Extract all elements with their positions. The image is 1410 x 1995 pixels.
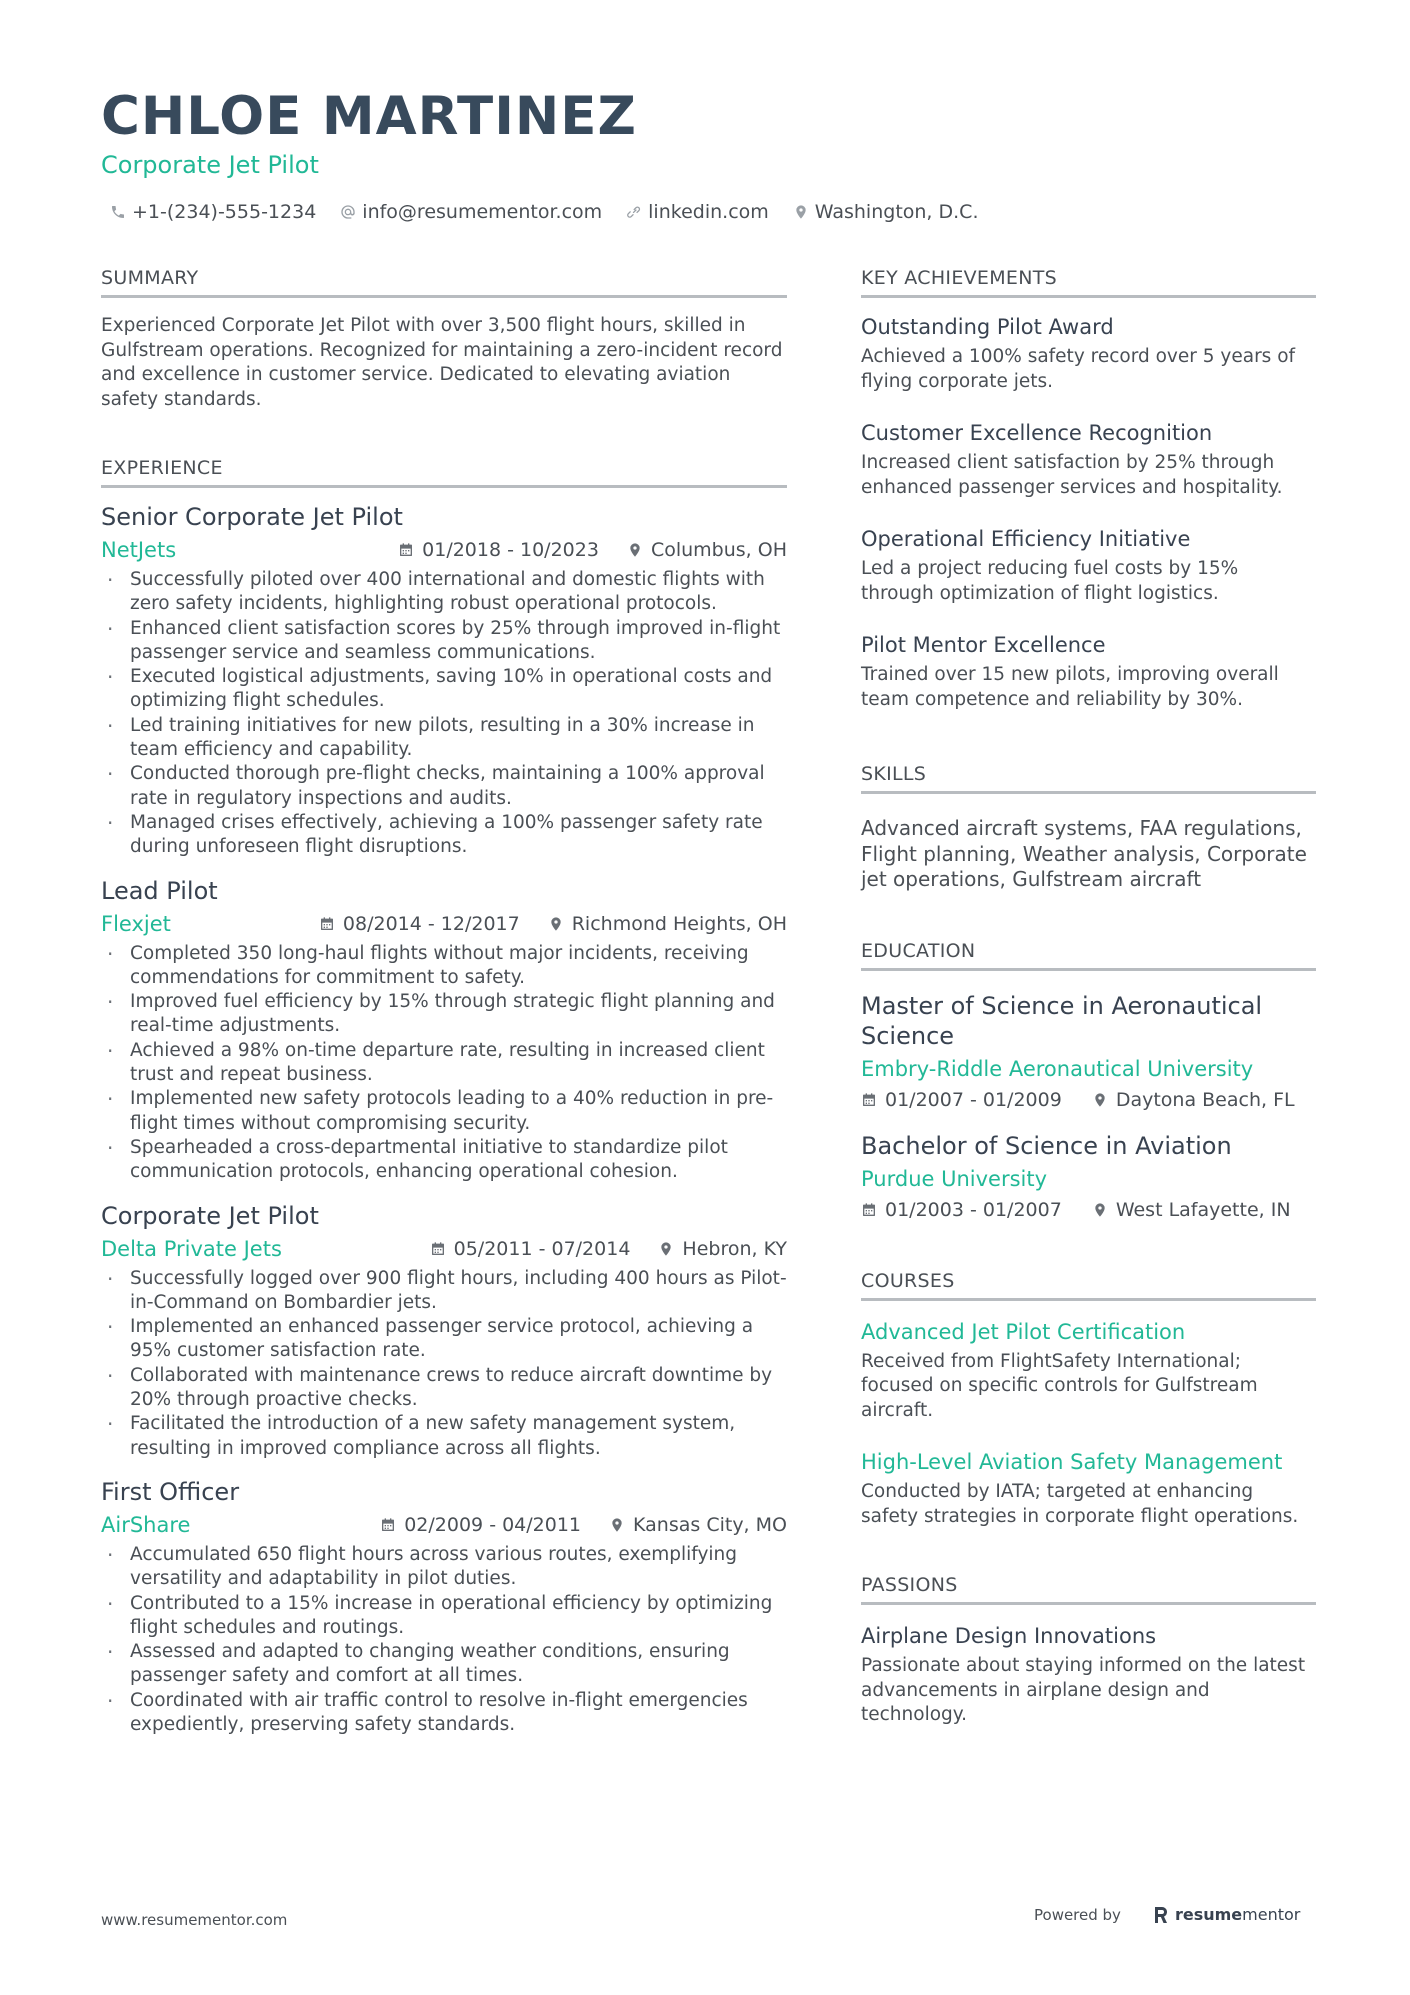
footer-branding — [1034, 1905, 1300, 1924]
experience-location — [609, 1514, 787, 1536]
bullet-item: · Collaborated with maintenance crews to reduce aircraft downtime by 20% through proactive checks. — [101, 1364, 787, 1413]
bullet-item: · Coordinated with air traffic control to resolve in-flight emergencies expediently, preserving safety standards. — [101, 1689, 787, 1738]
bullet-item: · Contributed to a 15% increase in operational efficiency by optimizing flight schedules and routings. — [101, 1592, 787, 1641]
job-title: Corporate Jet Pilot — [101, 151, 319, 179]
achievement-text: Increased client satisfaction by 25% through enhanced passenger services and hospitality. — [861, 452, 1283, 498]
experience-meta — [101, 1509, 787, 1541]
contact-linkedin-text: linkedin.com — [648, 201, 769, 223]
contact-bar — [110, 199, 979, 225]
experience-company: Delta Private Jets — [101, 1236, 282, 1261]
passions-heading: PASSIONS — [861, 1573, 1316, 1605]
education-degree: Master of Science in Aeronautical Science — [861, 991, 1263, 1050]
experience-company: Flexjet — [101, 911, 171, 936]
bullet-item: · Executed logistical adjustments, saving 10% in operational costs and optimizing flight schedules. — [101, 665, 787, 714]
location-icon — [793, 204, 809, 220]
experience-bullets — [101, 942, 787, 1185]
education-location — [1092, 1195, 1291, 1225]
bullet-item: · Accumulated 650 flight hours across various routes, exemplifying versatility and adaptability in pilot duties. — [101, 1543, 787, 1592]
contact-location — [793, 199, 979, 225]
experience-dates-text: 05/2011 - 07/2014 — [453, 1237, 631, 1260]
bullet-item: · Enhanced client satisfaction scores by 25% through improved in-flight passenger service and seamless communications. — [101, 617, 787, 666]
experience-location — [658, 1238, 787, 1260]
location-icon — [609, 1517, 625, 1533]
experience-company: AirShare — [101, 1512, 191, 1537]
phone-icon — [110, 204, 126, 220]
passion-item — [861, 1621, 1316, 1728]
bullet-item: · Achieved a 98% on-time departure rate, resulting in increased client trust and repeat business. — [101, 1039, 787, 1088]
experience-location-text: Kansas City, MO — [633, 1513, 787, 1536]
experience-title: Senior Corporate Jet Pilot — [101, 503, 403, 531]
education-section — [861, 939, 1316, 1225]
achievement-item — [861, 630, 1316, 712]
contact-email-text: info@resumementor.com — [362, 201, 603, 223]
course-title: High-Level Aviation Safety Management — [861, 1450, 1283, 1474]
experience-title: Corporate Jet Pilot — [101, 1201, 319, 1230]
experience-location — [548, 913, 787, 935]
education-location — [1092, 1085, 1295, 1115]
education-dates — [861, 1085, 1062, 1115]
footer-website[interactable]: www.resumementor.com — [101, 1911, 288, 1929]
course-text: Conducted by IATA; targeted at enhancing safety strategies in corporate flight operations. — [861, 1481, 1299, 1527]
education-dates — [861, 1195, 1062, 1225]
courses-heading: COURSES — [861, 1269, 1316, 1301]
bullet-item: · Managed crises effectively, achieving a 100% passenger safety rate during unforeseen flight disruptions. — [101, 811, 787, 860]
calendar-icon — [380, 1517, 396, 1533]
contact-email[interactable] — [340, 199, 602, 225]
passion-title: Airplane Design Innovations — [861, 1624, 1157, 1648]
bullet-item: · Improved fuel efficiency by 15% through strategic flight planning and real-time adjustments. — [101, 990, 787, 1039]
experience-item — [101, 1475, 787, 1737]
bullet-item: · Implemented new safety protocols leading to a 40% reduction in pre-flight times without compromising security. — [101, 1087, 787, 1136]
calendar-icon — [430, 1241, 446, 1257]
course-title: Advanced Jet Pilot Certification — [861, 1319, 1186, 1344]
experience-heading: EXPERIENCE — [101, 456, 787, 488]
brand-name-bold: resume — [1174, 1905, 1243, 1924]
education-heading: EDUCATION — [861, 939, 1316, 971]
passions-section — [861, 1573, 1316, 1728]
achievement-title: Customer Excellence Recognition — [861, 421, 1213, 445]
experience-location-text: Columbus, OH — [650, 539, 787, 561]
at-icon — [340, 204, 356, 220]
experience-bullets — [101, 1543, 787, 1737]
education-degree: Bachelor of Science in Aviation — [861, 1131, 1232, 1160]
achievement-title: Outstanding Pilot Award — [861, 315, 1114, 339]
course-item — [861, 1317, 1316, 1424]
achievement-text: Led a project reducing fuel costs by 15% through optimization of flight logistics. — [861, 558, 1239, 604]
experience-section — [101, 456, 787, 1737]
experience-date-location — [319, 913, 787, 935]
experience-item — [101, 1199, 787, 1461]
achievement-title: Operational Efficiency Initiative — [861, 527, 1191, 551]
summary-text: Experienced Corporate Jet Pilot with over 3,500 flight hours, skilled in Gulfstream operations. Recognized for maintaining a zero-incident record and excellence in customer service. Dedicated to elevating aviation safety standards. — [101, 315, 783, 410]
experience-company: NetJets — [101, 538, 177, 562]
achievements-section — [861, 266, 1316, 712]
experience-bullets — [101, 1267, 787, 1461]
contact-location-text: Washington, D.C. — [814, 201, 979, 223]
achievement-text: Trained over 15 new pilots, improving overall team competence and reliability by 30%. — [861, 664, 1279, 710]
experience-meta — [101, 1233, 787, 1265]
education-item — [861, 991, 1316, 1115]
location-icon — [548, 916, 564, 932]
experience-location — [627, 539, 787, 561]
experience-location-text: Hebron, KY — [682, 1237, 787, 1260]
education-location-text: West Lafayette, IN — [1115, 1198, 1291, 1221]
experience-dates — [380, 1514, 581, 1536]
skills-section — [861, 762, 1316, 893]
experience-bullets — [101, 568, 787, 860]
courses-section — [861, 1269, 1316, 1530]
experience-dates — [398, 539, 599, 561]
calendar-icon — [398, 542, 414, 558]
brand-logo[interactable] — [1153, 1905, 1300, 1924]
education-meta — [861, 1085, 1316, 1115]
calendar-icon — [861, 1202, 877, 1218]
experience-dates-text: 01/2018 - 10/2023 — [422, 539, 599, 561]
experience-dates — [430, 1238, 631, 1260]
bullet-item: · Assessed and adapted to changing weather conditions, ensuring passenger safety and comfort at all times. — [101, 1640, 787, 1689]
contact-phone-text: +1-(234)-555-1234 — [132, 201, 317, 223]
education-meta — [861, 1195, 1316, 1225]
calendar-icon — [861, 1092, 877, 1108]
education-school: Embry-Riddle Aeronautical University — [861, 1056, 1254, 1081]
experience-dates-text: 02/2009 - 04/2011 — [404, 1513, 582, 1536]
contact-linkedin[interactable] — [626, 199, 769, 225]
achievement-item — [861, 418, 1316, 500]
bullet-item: · Successfully logged over 900 flight hours, including 400 hours as Pilot-in-Command on Bombardier jets. — [101, 1267, 787, 1316]
location-icon — [1092, 1202, 1108, 1218]
calendar-icon — [319, 916, 335, 932]
experience-date-location — [430, 1238, 787, 1260]
link-icon — [626, 204, 642, 220]
skills-text: Advanced aircraft systems, FAA regulations, Flight planning, Weather analysis, Corporate jet operations, Gulfstream aircraft — [861, 816, 1307, 891]
right-column — [861, 266, 1316, 1728]
experience-date-location — [380, 1514, 787, 1536]
resumementor-logo-icon — [1153, 1906, 1169, 1924]
experience-meta — [101, 534, 787, 566]
location-icon — [627, 542, 643, 558]
powered-by-label: Powered by — [1034, 1905, 1121, 1924]
bullet-item: · Spearheaded a cross-departmental initiative to standardize pilot communication protocols, enhancing operational cohesion. — [101, 1136, 787, 1185]
education-dates-text: 01/2003 - 01/2007 — [885, 1198, 1062, 1221]
brand-name-light: mentor — [1242, 1905, 1301, 1924]
experience-title: First Officer — [101, 1477, 240, 1506]
experience-title: Lead Pilot — [101, 876, 218, 905]
experience-date-location — [398, 539, 787, 561]
bullet-item: · Facilitated the introduction of a new safety management system, resulting in improved compliance across all flights. — [101, 1412, 787, 1461]
bullet-item: · Completed 350 long-haul flights without major incidents, receiving commendations for commitment to safety. — [101, 942, 787, 991]
education-item — [861, 1131, 1316, 1225]
passion-text: Passionate about staying informed on the latest advancements in airplane design and technology. — [861, 1655, 1306, 1725]
left-column — [101, 266, 787, 1751]
experience-location-text: Richmond Heights, OH — [571, 912, 787, 935]
course-text: Received from FlightSafety International; focused on specific controls for Gulfstream aircraft. — [861, 1350, 1258, 1421]
achievement-text: Achieved a 100% safety record over 5 years of flying corporate jets. — [861, 346, 1296, 392]
candidate-name: CHLOE MARTINEZ — [101, 86, 637, 147]
skills-heading: SKILLS — [861, 762, 1316, 794]
achievement-item — [861, 524, 1316, 606]
bullet-item: · Led training initiatives for new pilots, resulting in a 30% increase in team efficiency and capability. — [101, 714, 787, 763]
location-icon — [658, 1241, 674, 1257]
education-location-text: Daytona Beach, FL — [1115, 1088, 1295, 1111]
summary-heading: SUMMARY — [101, 266, 787, 298]
achievement-item — [861, 312, 1316, 394]
experience-item — [101, 874, 787, 1185]
experience-item — [101, 500, 787, 860]
experience-meta — [101, 908, 787, 940]
bullet-item: · Conducted thorough pre-flight checks, maintaining a 100% approval rate in regulatory inspections and audits. — [101, 762, 787, 811]
achievements-heading: KEY ACHIEVEMENTS — [861, 266, 1316, 298]
bullet-item: · Implemented an enhanced passenger service protocol, achieving a 95% customer satisfaction rate. — [101, 1315, 787, 1364]
education-dates-text: 01/2007 - 01/2009 — [885, 1088, 1062, 1111]
achievement-title: Pilot Mentor Excellence — [861, 633, 1106, 657]
education-school: Purdue University — [861, 1166, 1048, 1191]
bullet-item: · Successfully piloted over 400 international and domestic flights with zero safety incidents, highlighting robust operational protocols. — [101, 568, 787, 617]
location-icon — [1092, 1092, 1108, 1108]
contact-phone[interactable] — [110, 199, 316, 225]
course-item — [861, 1447, 1316, 1529]
summary-section — [101, 266, 787, 412]
experience-dates — [319, 913, 520, 935]
experience-dates-text: 08/2014 - 12/2017 — [342, 912, 520, 935]
